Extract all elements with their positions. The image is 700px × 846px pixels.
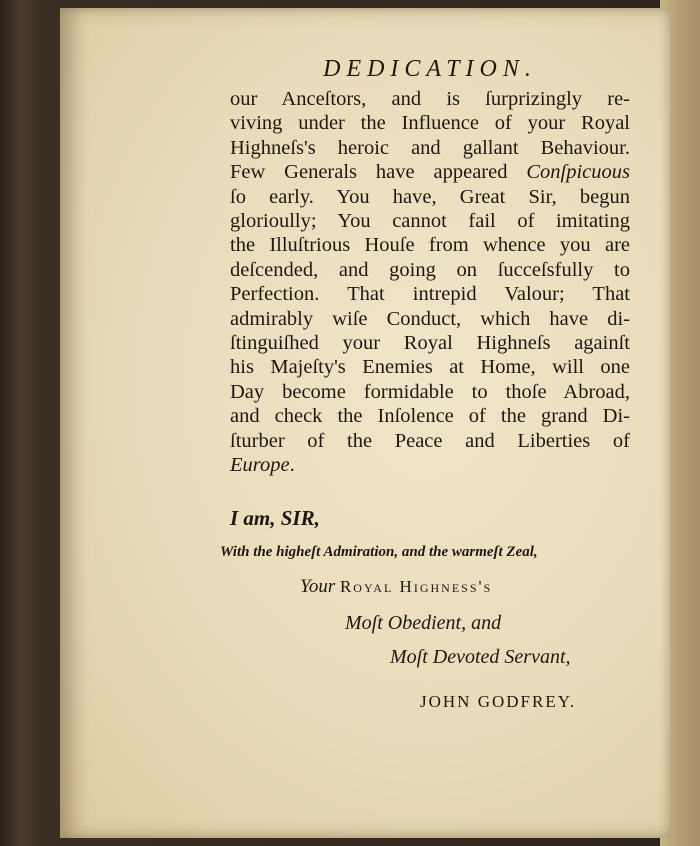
text-line — [230, 404, 630, 428]
closing-your-word: Your — [300, 575, 336, 597]
text-line — [230, 258, 630, 282]
text-line — [230, 185, 630, 209]
text-span: ſtinguiſhed your Royal Highneſs againſt — [230, 332, 630, 355]
closing-most-devoted: Moſt Devoted Servant, — [390, 645, 571, 668]
text-line — [230, 209, 630, 233]
text-line — [230, 380, 630, 404]
closing-block — [220, 486, 630, 726]
text-line — [230, 160, 630, 184]
text-span: Perfection. That intrepid Valour; That — [230, 283, 630, 306]
running-header: DEDICATION. — [323, 56, 537, 82]
text-span: Europe — [230, 454, 290, 477]
text-span: Highneſs's heroic and gallant Behaviour. — [230, 136, 630, 159]
text-line — [230, 282, 630, 306]
text-span: and check the Inſolence of the grand Di- — [230, 405, 630, 428]
closing-i-am: I am, SIR, — [230, 505, 320, 530]
text-span: Day become formidable to thoſe Abroad, — [230, 380, 630, 403]
text-line — [230, 355, 630, 379]
text-span: glorioully; You cannot fail of imitating — [230, 210, 630, 233]
page-content — [220, 56, 630, 726]
text-span: Few Generals have appeared — [230, 161, 527, 184]
text-line — [230, 453, 630, 477]
signature-name: JOHN GODFREY. — [420, 691, 577, 711]
text-span: viving under the Influence of your Royal — [230, 112, 630, 135]
closing-royal-highness: Royal Highness's — [339, 576, 493, 596]
text-line — [230, 307, 630, 331]
text-line — [230, 136, 630, 160]
text-span: admirably wiſe Conduct, which have di- — [230, 307, 630, 330]
closing-most-obedient: Moſt Obedient, and — [345, 611, 502, 634]
text-span: . — [289, 454, 295, 477]
text-line — [230, 87, 630, 111]
text-line — [230, 111, 630, 135]
text-line — [230, 429, 630, 453]
closing-your-royal-highness — [300, 576, 492, 598]
text-span: deſcended, and going on ſucceſsfully to — [230, 258, 630, 281]
text-line — [230, 233, 630, 257]
text-span: Conſpicuous — [526, 161, 630, 184]
text-span: ſo early. You have, Great Sir, begun — [230, 185, 630, 208]
closing-with-admiration: With the higheſt Admiration, and the warmeſt Zeal, — [220, 543, 538, 560]
text-span: the Illuſtrious Houſe from whence you are — [230, 234, 630, 257]
text-line — [230, 331, 630, 355]
text-span: ſturber of the Peace and Liberties of — [230, 429, 630, 452]
text-span: his Majeſty's Enemies at Home, will one — [230, 356, 630, 379]
text-span: our Anceſtors, and is ſurprizingly re- — [230, 88, 630, 110]
dedication-body — [230, 87, 630, 478]
